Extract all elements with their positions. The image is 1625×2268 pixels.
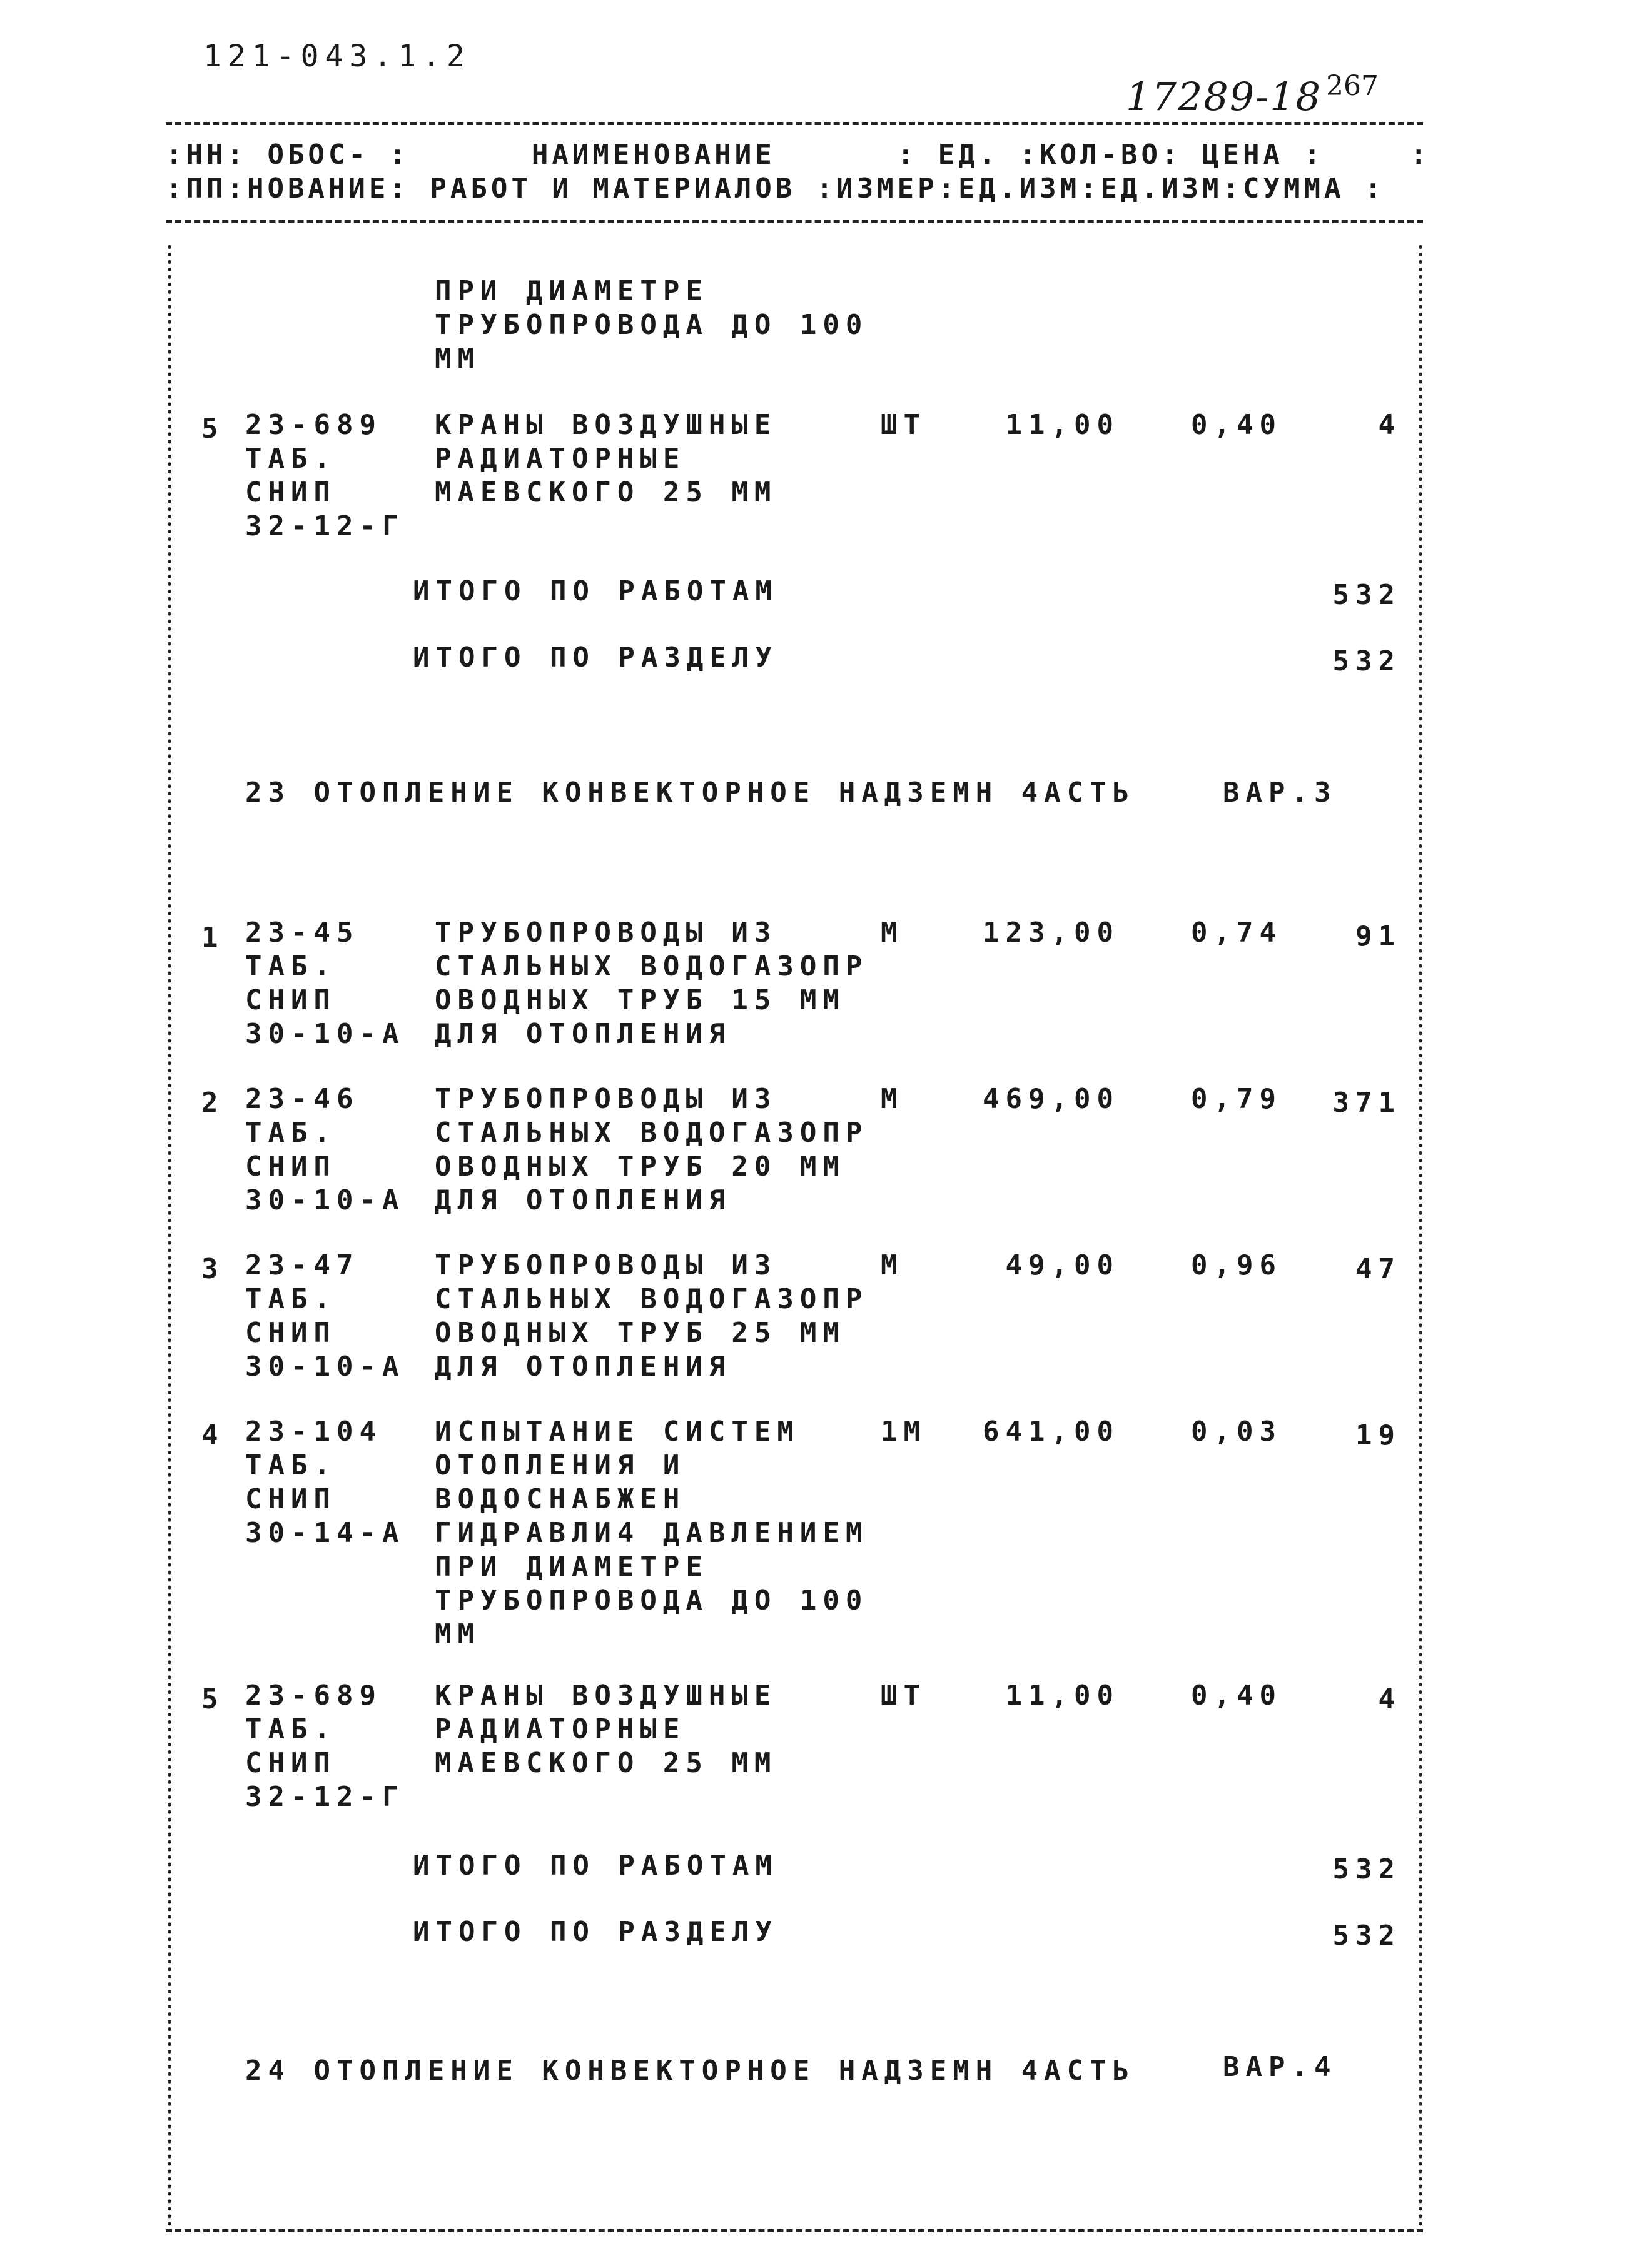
row-quantity: 11,00 (1005, 409, 1120, 441)
row-ref: СНИП (245, 1483, 337, 1515)
row-name: РАДИАТОРНЫЕ (435, 443, 686, 475)
row-name: СТАЛЬНЫХ ВОДОГАЗОПР (435, 1117, 869, 1149)
row-ref: СНИП (245, 1151, 337, 1182)
row-name: КРАНЫ ВОЗДУШНЫЕ (435, 1680, 777, 1711)
row-quantity: 469,00 (983, 1083, 1120, 1115)
continuation-line: ТРУБОПРОВОДА ДО 100 (435, 309, 869, 341)
row-price: 0,74 (1191, 917, 1282, 949)
row-ref: 30-10-А (245, 1351, 405, 1383)
row-unit: М (881, 917, 904, 949)
table-bottom-rule (166, 2229, 1423, 2232)
row-ref: СНИП (245, 1317, 337, 1349)
row-ref: 30-10-А (245, 1018, 405, 1050)
section-title: 23 ОТОПЛЕНИЕ КОНВЕКТОРНОЕ НАДЗЕМН 4АСТЬ (245, 777, 1136, 809)
row-code: 23-689 (245, 1680, 382, 1711)
subtotal-section-sum: 532 (1332, 1920, 1401, 1952)
row-name: МАЕВСКОГО 25 ММ (435, 476, 777, 508)
continuation-line: ПРИ ДИАМЕТРЕ (435, 275, 709, 307)
subtotal-works-label: ИТОГО ПО РАБОТАМ (413, 575, 778, 607)
row-quantity: 641,00 (983, 1416, 1120, 1448)
row-ref: ТАБ. (245, 1713, 337, 1745)
row-unit: М (881, 1249, 904, 1281)
row-ref: ТАБ. (245, 1449, 337, 1481)
row-quantity: 11,00 (1005, 1680, 1120, 1711)
section-variant: ВАР.3 (1223, 777, 1337, 809)
row-ref: 32-12-Г (245, 510, 405, 542)
row-name: ТРУБОПРОВОДЫ ИЗ (435, 1083, 777, 1115)
row-name: СТАЛЬНЫХ ВОДОГАЗОПР (435, 950, 869, 982)
row-sum: 4 (1378, 1683, 1401, 1715)
row-ref: СНИП (245, 984, 337, 1016)
right-border (1419, 245, 1422, 2227)
subtotal-works-sum: 532 (1332, 1853, 1401, 1885)
row-price: 0,79 (1191, 1083, 1282, 1115)
row-name: ОВОДНЫХ ТРУБ 15 ММ (435, 984, 846, 1016)
subtotal-section-label: ИТОГО ПО РАЗДЕЛУ (413, 1916, 778, 1948)
row-quantity: 49,00 (1005, 1249, 1120, 1281)
row-name: КРАНЫ ВОЗДУШНЫЕ (435, 409, 777, 441)
row-name: МАЕВСКОГО 25 ММ (435, 1747, 777, 1779)
row-ref: ТАБ. (245, 443, 337, 475)
left-border (168, 245, 171, 2227)
row-name: ДЛЯ ОТОПЛЕНИЯ (435, 1018, 732, 1050)
row-number: 2 (201, 1087, 225, 1119)
row-code: 23-47 (245, 1249, 360, 1281)
row-ref: ТАБ. (245, 1283, 337, 1315)
document-code: 121-043.1.2 (203, 39, 471, 74)
header-bottom-rule (166, 220, 1423, 223)
row-name: ВОДОСНАБЖЕН (435, 1483, 686, 1515)
table-top-rule (166, 122, 1423, 125)
row-unit: ШТ (881, 1680, 926, 1711)
row-number: 3 (201, 1253, 225, 1285)
row-code: 23-689 (245, 409, 382, 441)
row-name: ОВОДНЫХ ТРУБ 25 ММ (435, 1317, 846, 1349)
row-name: ОТОПЛЕНИЯ И (435, 1449, 686, 1481)
row-name: ПРИ ДИАМЕТРЕ (435, 1551, 709, 1583)
column-header-line-2: :ПП:НОВАНИЕ: РАБОТ И МАТЕРИАЛОВ :ИЗМЕР:ЕД.ИЗМ:ЕД.ИЗМ:СУММА : (166, 173, 1385, 204)
subtotal-section-label: ИТОГО ПО РАЗДЕЛУ (413, 642, 778, 673)
column-header-line-1: :НН: ОБОС- : НАИМЕНОВАНИЕ : ЕД. :КОЛ-ВО: ЦЕНА : (166, 139, 1324, 171)
page-number: 267 (1326, 70, 1379, 102)
row-name: ДЛЯ ОТОПЛЕНИЯ (435, 1351, 732, 1383)
row-ref: 32-12-Г (245, 1781, 405, 1813)
row-code: 23-46 (245, 1083, 360, 1115)
row-sum: 371 (1332, 1087, 1401, 1119)
row-number: 4 (201, 1419, 225, 1451)
row-name: ГИДРАВЛИ4 ДАВЛЕНИЕМ (435, 1517, 869, 1549)
row-price: 0,40 (1191, 1680, 1282, 1711)
row-quantity: 123,00 (983, 917, 1120, 949)
row-name: ТРУБОПРОВОДЫ ИЗ (435, 917, 777, 949)
row-unit: М (881, 1083, 904, 1115)
row-ref: ТАБ. (245, 1117, 337, 1149)
section-title: 24 ОТОПЛЕНИЕ КОНВЕКТОРНОЕ НАДЗЕМН 4АСТЬ (245, 2055, 1136, 2087)
row-ref: 30-14-А (245, 1517, 405, 1549)
row-unit: 1М (881, 1416, 926, 1448)
row-name: РАДИАТОРНЫЕ (435, 1713, 686, 1745)
row-number: 5 (201, 1683, 225, 1715)
subtotal-works-sum: 532 (1332, 579, 1401, 611)
row-code: 23-45 (245, 917, 360, 949)
row-code: 23-104 (245, 1416, 382, 1448)
subtotal-section-sum: 532 (1332, 645, 1401, 677)
subtotal-works-label: ИТОГО ПО РАБОТАМ (413, 1850, 778, 1882)
row-ref: ТАБ. (245, 950, 337, 982)
row-sum: 4 (1378, 409, 1401, 441)
column-header-line-1-end: : (1410, 139, 1431, 171)
row-ref: СНИП (245, 476, 337, 508)
row-name: ДЛЯ ОТОПЛЕНИЯ (435, 1184, 732, 1216)
row-sum: 19 (1355, 1419, 1401, 1451)
row-price: 0,03 (1191, 1416, 1282, 1448)
continuation-line: ММ (435, 343, 480, 375)
row-number: 5 (201, 413, 225, 445)
row-ref: 30-10-А (245, 1184, 405, 1216)
row-sum: 47 (1355, 1253, 1401, 1285)
handwritten-stamp: 17289-18 (1126, 74, 1322, 119)
row-sum: 91 (1355, 920, 1401, 952)
section-variant: ВАР.4 (1223, 2051, 1337, 2083)
row-ref: СНИП (245, 1747, 337, 1779)
row-name: ТРУБОПРОВОДЫ ИЗ (435, 1249, 777, 1281)
row-name: ТРУБОПРОВОДА ДО 100 (435, 1585, 869, 1616)
row-name: СТАЛЬНЫХ ВОДОГАЗОПР (435, 1283, 869, 1315)
row-unit: ШТ (881, 409, 926, 441)
row-name: ИСПЫТАНИЕ СИСТЕМ (435, 1416, 800, 1448)
row-name: ОВОДНЫХ ТРУБ 20 ММ (435, 1151, 846, 1182)
row-price: 0,40 (1191, 409, 1282, 441)
row-price: 0,96 (1191, 1249, 1282, 1281)
row-number: 1 (201, 922, 225, 954)
row-name: ММ (435, 1618, 480, 1650)
